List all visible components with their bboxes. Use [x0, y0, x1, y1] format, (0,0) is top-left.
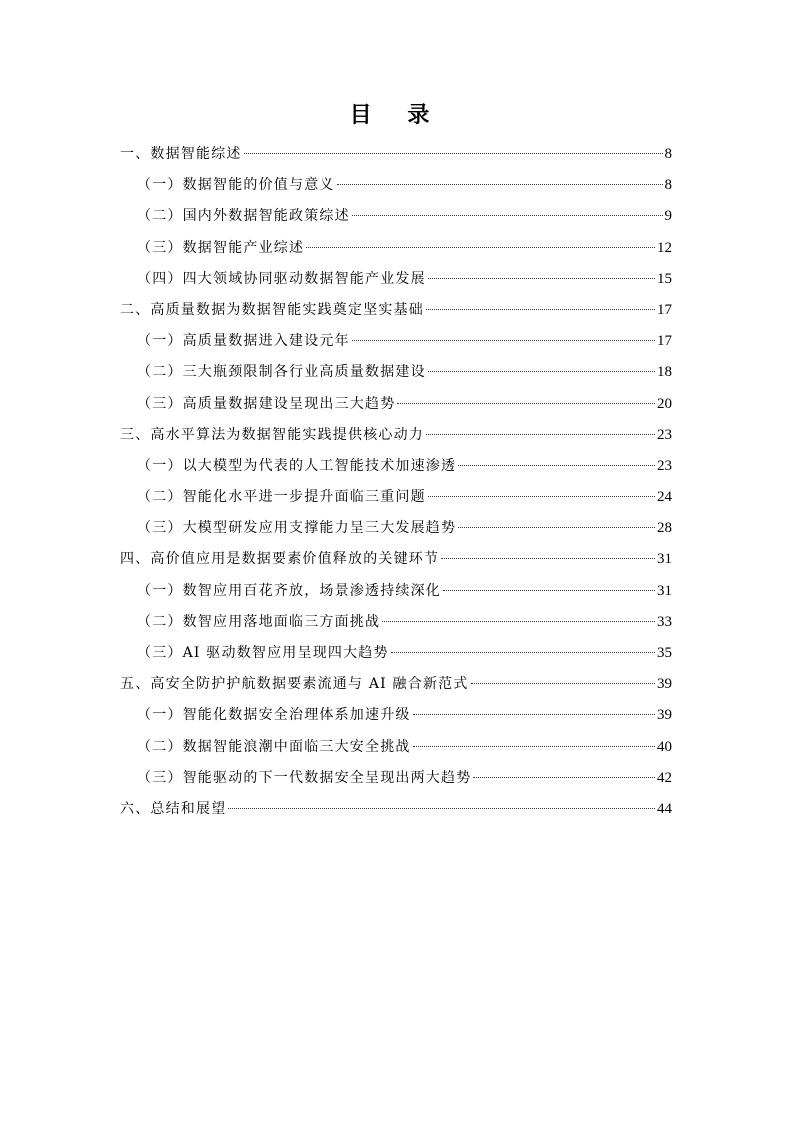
toc-section-entry[interactable] — [120, 732, 672, 763]
toc-entry-title: （三）大模型研发应用支撑能力呈三大发展趋势 — [137, 520, 457, 537]
toc-section-entry[interactable] — [120, 170, 672, 201]
toc-entry-title: （二）数智应用落地面临三方面挑战 — [137, 613, 381, 630]
toc-dot-leader — [391, 652, 655, 653]
toc-dot-leader — [458, 465, 655, 466]
toc-entry-title: （一）数据智能的价值与意义 — [137, 177, 335, 194]
toc-entry-title: （三）数据智能产业综述 — [137, 239, 305, 256]
toc-dot-leader — [473, 777, 655, 778]
toc-entry-title: （三）AI 驱动数智应用呈现四大趋势 — [137, 645, 389, 661]
toc-dot-leader — [228, 808, 655, 809]
toc-dot-leader — [352, 340, 655, 341]
toc-entry-title: 二、高质量数据为数据智能实践奠定坚实基础 — [120, 301, 424, 318]
toc-dot-leader — [397, 403, 655, 404]
toc-page-number: 23 — [657, 457, 672, 474]
toc-entry-title: （一）以大模型为代表的人工智能技术加速渗透 — [137, 457, 457, 474]
toc-page-number: 8 — [664, 177, 672, 194]
toc-page-number: 20 — [657, 395, 672, 412]
toc-chapter-entry[interactable] — [120, 669, 672, 700]
table-of-contents — [120, 139, 672, 825]
toc-dot-leader — [413, 746, 655, 747]
toc-entry-title: （三）智能驱动的下一代数据安全呈现出两大趋势 — [137, 769, 472, 786]
toc-section-entry[interactable] — [120, 264, 672, 295]
toc-section-entry[interactable] — [120, 326, 672, 357]
toc-dot-leader — [443, 590, 655, 591]
toc-section-entry[interactable] — [120, 451, 672, 482]
toc-section-entry[interactable] — [120, 357, 672, 388]
toc-page-number: 33 — [657, 613, 672, 630]
toc-entry-title: （二）智能化水平进一步提升面临三重问题 — [137, 489, 426, 506]
toc-page-number: 8 — [664, 146, 672, 162]
toc-chapter-entry[interactable] — [120, 794, 672, 825]
toc-dot-leader — [426, 309, 655, 310]
toc-section-entry[interactable] — [120, 233, 672, 264]
toc-page-number: 39 — [657, 676, 672, 693]
toc-page-number: 15 — [657, 270, 672, 287]
toc-section-entry[interactable] — [120, 389, 672, 420]
toc-section-entry[interactable] — [120, 763, 672, 794]
toc-page-number: 31 — [657, 582, 672, 599]
toc-page-number: 23 — [657, 426, 672, 443]
toc-page-number: 12 — [657, 239, 672, 256]
toc-title: 目 录 — [349, 103, 444, 128]
toc-entry-title: （一）数智应用百花齐放，场景渗透持续深化 — [137, 582, 441, 599]
toc-page-number: 42 — [657, 769, 672, 786]
toc-dot-leader — [382, 621, 655, 622]
toc-dot-leader — [428, 496, 655, 497]
toc-dot-leader — [306, 247, 655, 248]
toc-dot-leader — [337, 184, 663, 185]
toc-page-number: 28 — [657, 520, 672, 537]
toc-dot-leader — [471, 683, 655, 684]
toc-dot-leader — [428, 278, 655, 279]
toc-entry-title: 五、高安全防护护航数据要素流通与 AI 融合新范式 — [120, 676, 469, 693]
toc-dot-leader — [441, 558, 655, 559]
toc-page-number: 35 — [657, 645, 672, 661]
toc-page-number: 40 — [657, 738, 672, 755]
toc-section-entry[interactable] — [120, 576, 672, 607]
toc-chapter-entry[interactable] — [120, 139, 672, 170]
toc-chapter-entry[interactable] — [120, 295, 672, 326]
toc-dot-leader — [428, 371, 655, 372]
toc-dot-leader — [426, 434, 655, 435]
toc-section-entry[interactable] — [120, 201, 672, 232]
toc-page-number: 44 — [657, 800, 672, 817]
toc-entry-title: （四）四大领域协同驱动数据智能产业发展 — [137, 270, 426, 287]
toc-entry-title: （二）国内外数据智能政策综述 — [137, 208, 350, 225]
toc-section-entry[interactable] — [120, 513, 672, 544]
toc-page-number: 24 — [657, 489, 672, 506]
toc-entry-title: 六、总结和展望 — [120, 800, 227, 817]
toc-page-number: 17 — [657, 301, 672, 318]
toc-section-entry[interactable] — [120, 607, 672, 638]
toc-entry-title: （三）高质量数据建设呈现出三大趋势 — [137, 395, 396, 412]
toc-section-entry[interactable] — [120, 700, 672, 731]
toc-section-entry[interactable] — [120, 638, 672, 669]
toc-entry-title: （一）高质量数据进入建设元年 — [137, 333, 350, 350]
toc-page-number: 18 — [657, 364, 672, 381]
toc-section-entry[interactable] — [120, 482, 672, 513]
toc-page-number: 9 — [664, 208, 672, 225]
toc-chapter-entry[interactable] — [120, 420, 672, 451]
toc-page-number: 31 — [657, 551, 672, 568]
toc-entry-title: 一、数据智能综述 — [120, 146, 242, 162]
toc-entry-title: （一）智能化数据安全治理体系加速升级 — [137, 707, 411, 724]
toc-page-number: 39 — [657, 707, 672, 724]
toc-entry-title: （二）三大瓶颈限制各行业高质量数据建设 — [137, 364, 426, 381]
toc-dot-leader — [244, 153, 663, 154]
toc-entry-title: 三、高水平算法为数据智能实践提供核心动力 — [120, 426, 424, 443]
toc-entry-title: 四、高价值应用是数据要素价值释放的关键环节 — [120, 551, 440, 568]
toc-dot-leader — [458, 527, 655, 528]
toc-chapter-entry[interactable] — [120, 544, 672, 575]
toc-dot-leader — [352, 215, 663, 216]
toc-entry-title: （二）数据智能浪潮中面临三大安全挑战 — [137, 738, 411, 755]
toc-dot-leader — [413, 714, 655, 715]
toc-page-number: 17 — [657, 333, 672, 350]
